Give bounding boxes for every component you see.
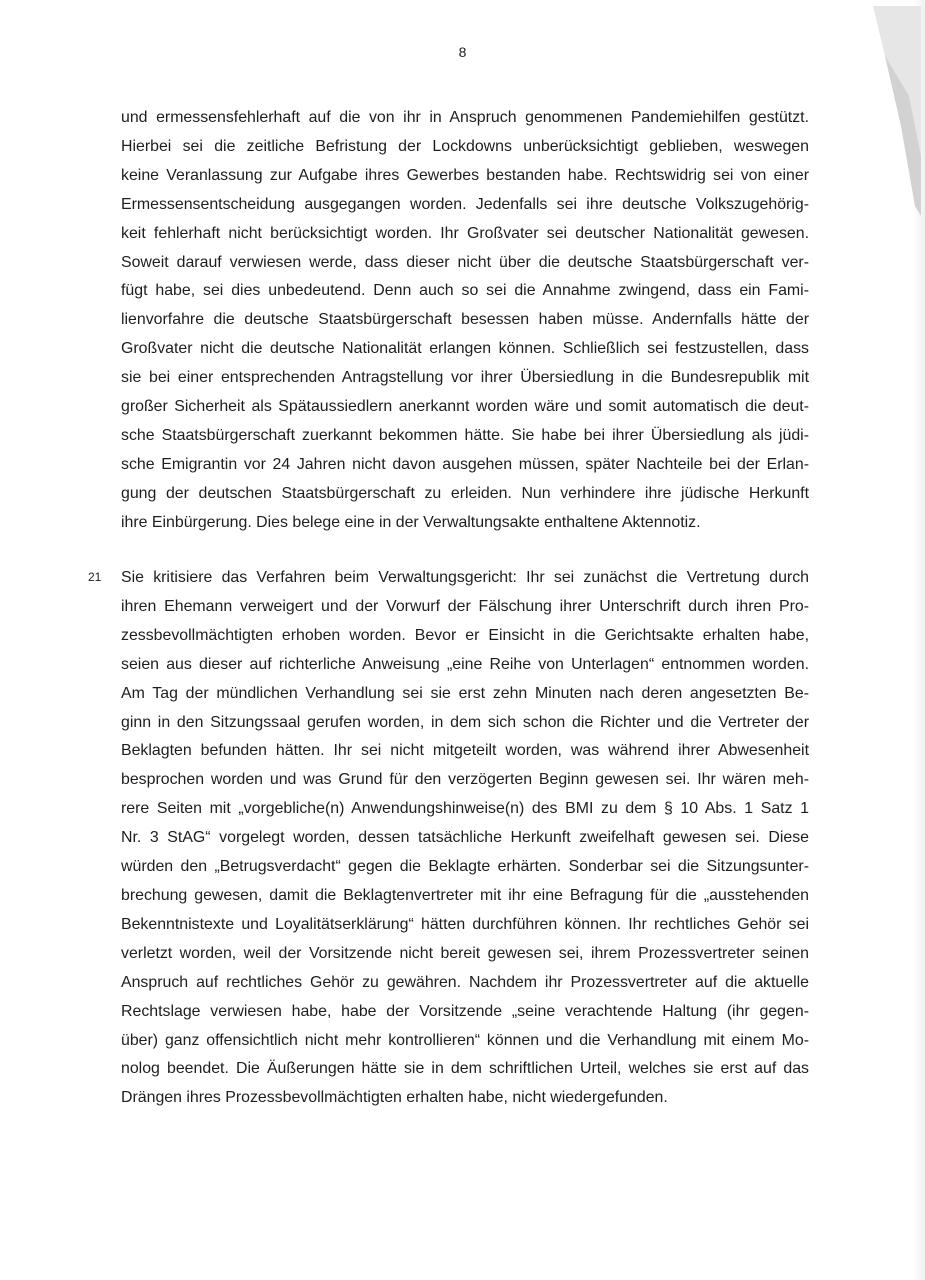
- text-line: großer Sicherheit als Spätaussiedlern anerkannt worden wäre und somit automatisch die deut-: [121, 398, 809, 416]
- text-line: Anspruch auf rechtliches Gehör zu gewähren. Nachdem ihr Prozessvertreter auf die aktuelle: [121, 973, 809, 991]
- page-fold-shadow: [841, 6, 921, 216]
- text-line: keine Veranlassung zur Aufgabe ihres Gewerbes bestanden habe. Rechtswidrig sei von einer: [121, 166, 809, 184]
- text-line: Rechtslage verwiesen habe, habe der Vorsitzende „seine verachtende Haltung (ihr gegen-: [121, 1002, 809, 1020]
- text-line: keit fehlerhaft nicht berücksichtigt worden. Ihr Großvater sei deutscher Nationalität gewesen.: [121, 224, 809, 242]
- text-line: sche Staatsbürgerschaft zuerkannt bekommen hätte. Sie habe bei ihrer Übersiedlung als jüdi-: [121, 426, 809, 444]
- text-line: sie bei einer entsprechenden Antragstellung vor ihrer Übersiedlung in die Bundesrepublik mit: [121, 369, 809, 387]
- text-line: Bekenntnistexte und Loyalitätserklärung“ hätten durchführen können. Ihr rechtliches Gehör sei: [121, 915, 809, 933]
- text-line: brechung gewesen, damit die Beklagtenvertreter mit ihr eine Befragung für die „ausstehenden: [121, 886, 809, 904]
- text-line: zessbevollmächtigten erhoben worden. Bevor er Einsicht in die Gerichtsakte erhalten habe,: [121, 626, 809, 644]
- paragraph-continued: [121, 104, 809, 538]
- text-line: Ermessensentscheidung ausgegangen worden. Jedenfalls sei ihre deutsche Volkszugehörig-: [121, 195, 809, 213]
- text-line: fügt habe, sei dies unbedeutend. Denn auch so sei die Annahme zwingend, dass ein Fami-: [121, 282, 809, 300]
- text-line: Drängen ihres Prozessbevollmächtigten erhalten habe, nicht wiedergefunden.: [121, 1089, 668, 1107]
- text-line: Nr. 3 StAG“ vorgelegt worden, dessen tatsächliche Herkunft zweifelhaft gewesen sei. Diese: [121, 829, 809, 847]
- text-line: rere Seiten mit „vorgebliche(n) Anwendungshinweise(n) des BMI zu dem § 10 Abs. 1 Satz 1: [121, 800, 809, 818]
- text-line: gung der deutschen Staatsbürgerschaft zu erleiden. Nun verhindere ihre jüdische Herkunft: [121, 484, 809, 502]
- text-line: Beklagten befunden hätten. Ihr sei nicht mitgeteilt worden, was während ihrer Abwesenheit: [121, 742, 809, 760]
- text-line: würden den „Betrugsverdacht“ gegen die Beklagte erhärten. Sonderbar sei die Sitzungsunter-: [121, 858, 809, 876]
- page-number: 8: [458, 44, 467, 60]
- text-line: Hierbei sei die zeitliche Befristung der Lockdowns unberücksichtigt geblieben, weswegen: [121, 137, 809, 155]
- text-line: ginn in den Sitzungssaal gerufen worden, in dem sich schon die Richter und die Vertreter der: [121, 713, 809, 731]
- text-line: besprochen worden und was Grund für den verzögerten Beginn gewesen sei. Ihr wären meh-: [121, 771, 809, 789]
- paragraph-21: [121, 564, 809, 1113]
- text-line: verletzt worden, weil der Vorsitzende nicht bereit gewesen sei, ihrem Prozessvertreter seinen: [121, 944, 809, 962]
- paragraph-number: 21: [88, 570, 102, 584]
- text-line: Soweit darauf verwiesen werde, dass dieser nicht über die deutsche Staatsbürgerschaft ver-: [121, 253, 809, 271]
- text-line: Am Tag der mündlichen Verhandlung sei sie erst zehn Minuten nach deren angesetzten Be-: [121, 684, 809, 702]
- text-line: Sie kritisiere das Verfahren beim Verwaltungsgericht: Ihr sei zunächst die Vertretung durch: [121, 569, 809, 586]
- text-line: nolog beendet. Die Äußerungen hätte sie in dem schriftlichen Urteil, welches sie erst auf das: [121, 1060, 809, 1078]
- text-line: sche Emigrantin vor 24 Jahren nicht davon ausgehen müssen, später Nachteile bei der Erlan-: [121, 455, 809, 473]
- text-line: ihren Ehemann verweigert und der Vorwurf der Fälschung ihrer Unterschrift durch ihren Pro-: [121, 597, 809, 615]
- text-line: und ermessensfehlerhaft auf die von ihr in Anspruch genommenen Pandemiehilfen gestützt.: [121, 109, 809, 126]
- text-line: ihre Einbürgerung. Dies belege eine in der Verwaltungsakte enthaltene Aktennotiz.: [121, 513, 701, 531]
- text-line: seien aus dieser auf richterliche Anweisung „eine Reihe von Unterlagen“ entnommen worden.: [121, 655, 809, 673]
- text-line: über) ganz offensichtlich nicht mehr kontrollieren“ können und die Verhandlung mit einem Mo-: [121, 1031, 809, 1049]
- text-line: lienvorfahre die deutsche Staatsbürgerschaft besessen haben müsse. Andernfalls hätte der: [121, 311, 809, 329]
- text-line: Großvater nicht die deutsche Nationalität erlangen können. Schließlich sei festzustellen, dass: [121, 340, 809, 358]
